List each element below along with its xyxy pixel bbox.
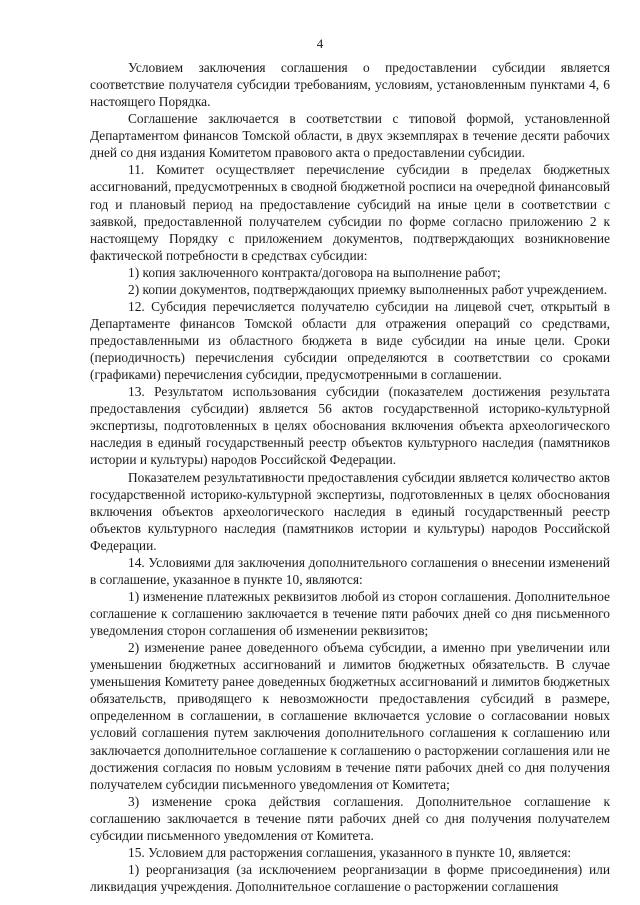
paragraph-section-15: 15. Условием для расторжения соглашения, указанного в пункте 10, является: bbox=[128, 844, 572, 860]
paragraph-section-14-item-2: 2) изменение ранее доведенного объема субсидии, а именно при увеличении или уменьшении бюджетных ассигнований и лимитов бюджетных обязательств. В случае уменьшения Комитету ранее доведенных бюджетных ассигнований и лимитов бюджетных обязательств, приводящего к невозможности предоставления субсидий в размере, определенном в соглашении, в соглашение включается условие о согласовании новых условий соглашения путем заключения дополнительного соглашения к соглашению или заключается дополнительное соглашение к соглашению о расторжении соглашения или не достижения согласия по новым условиям в течение пяти рабочих дней со дня получения получателем субсидии письменного уведомления от Комитета; bbox=[90, 640, 610, 792]
paragraph-section-12: 12. Субсидия перечисляется получателю субсидии на лицевой счет, открытый в Департаменте финансов Томской области для отражения операций со средствами, предоставленными из областного бюджета в виде субсидии на иные цели. Сроки (периодичность) перечисления субсидии определяются в соответствии со сроками (графиками) перечисления субсидии, предусмотренными в соглашении. bbox=[90, 298, 610, 383]
paragraph-agreement-form: Соглашение заключается в соответствии с типовой формой, установленной Департаментом финансов Томской области, в двух экземплярах в течение десяти рабочих дней со дня издания Комитетом правового акта о предоставлении субсидии. bbox=[90, 111, 610, 161]
paragraph-section-14-item-1: 1) изменение платежных реквизитов любой из сторон соглашения. Дополнительное соглашение к соглашению заключается в течение пяти рабочих дней со дня письменного уведомления сторон соглашения об изменении реквизитов; bbox=[90, 588, 610, 639]
paragraph-section-11: 11. Комитет осуществляет перечисление субсидии в пределах бюджетных ассигнований, предусмотренных в сводной бюджетной росписи на очередной финансовый год и плановый период на предоставление субсидий на иные цели в соответствии с заявкой, предоставленной получателем субсидии по форме согласно приложению 2 к настоящему Порядку с приложением документов, подтверждающих возникновение фактической потребности в средствах субсидии: bbox=[90, 162, 610, 263]
paragraph-section-13: 13. Результатом использования субсидии (показателем достижения результата предоставления субсидии) является 56 актов государственной историко-культурной экспертизы, подготовленных в целях обоснования включения объекта археологического наследия в единый государственный реестр объектов культурного наследия (памятников истории и культуры) народов Российской Федерации. bbox=[90, 384, 610, 468]
paragraph-section-11-item-2: 2) копии документов, подтверждающих приемку выполненных работ учреждением. bbox=[128, 281, 608, 297]
paragraph-section-14-item-3: 3) изменение срока действия соглашения. Дополнительное соглашение к соглашению заключается в течение пяти рабочих дней со дня получения получателем субсидии письменного уведомления от Комитета. bbox=[90, 793, 610, 843]
paragraph-section-11-item-1: 1) копия заключенного контракта/договора на выполнение работ; bbox=[128, 264, 501, 280]
paragraph-performance-indicator: Показателем результативности предоставления субсидии является количество актов государственной историко-культурной экспертизы, подготовленных в целях обоснования включения объектов археологического наследия в единый государственный реестр объектов культурного наследия (памятников истории и культуры) народов Российской Федерации. bbox=[90, 469, 610, 553]
page-number: 4 bbox=[316, 36, 324, 51]
document-body bbox=[90, 59, 610, 895]
paragraph-agreement-condition: Условием заключения соглашения о предоставлении субсидии является соответствие получателя субсидии требованиям, условиям, установленным пунктами 4, 6 настоящего Порядка. bbox=[90, 60, 610, 110]
paragraph-section-14: 14. Условиями для заключения дополнительного соглашения о внесении изменений в соглашение, указанное в пункте 10, являются: bbox=[90, 554, 610, 587]
paragraph-section-15-item-1: 1) реорганизация (за исключением реорганизации в форме присоединения) или ликвидация учреждения. Дополнительное соглашение о расторжении соглашения bbox=[90, 861, 610, 894]
